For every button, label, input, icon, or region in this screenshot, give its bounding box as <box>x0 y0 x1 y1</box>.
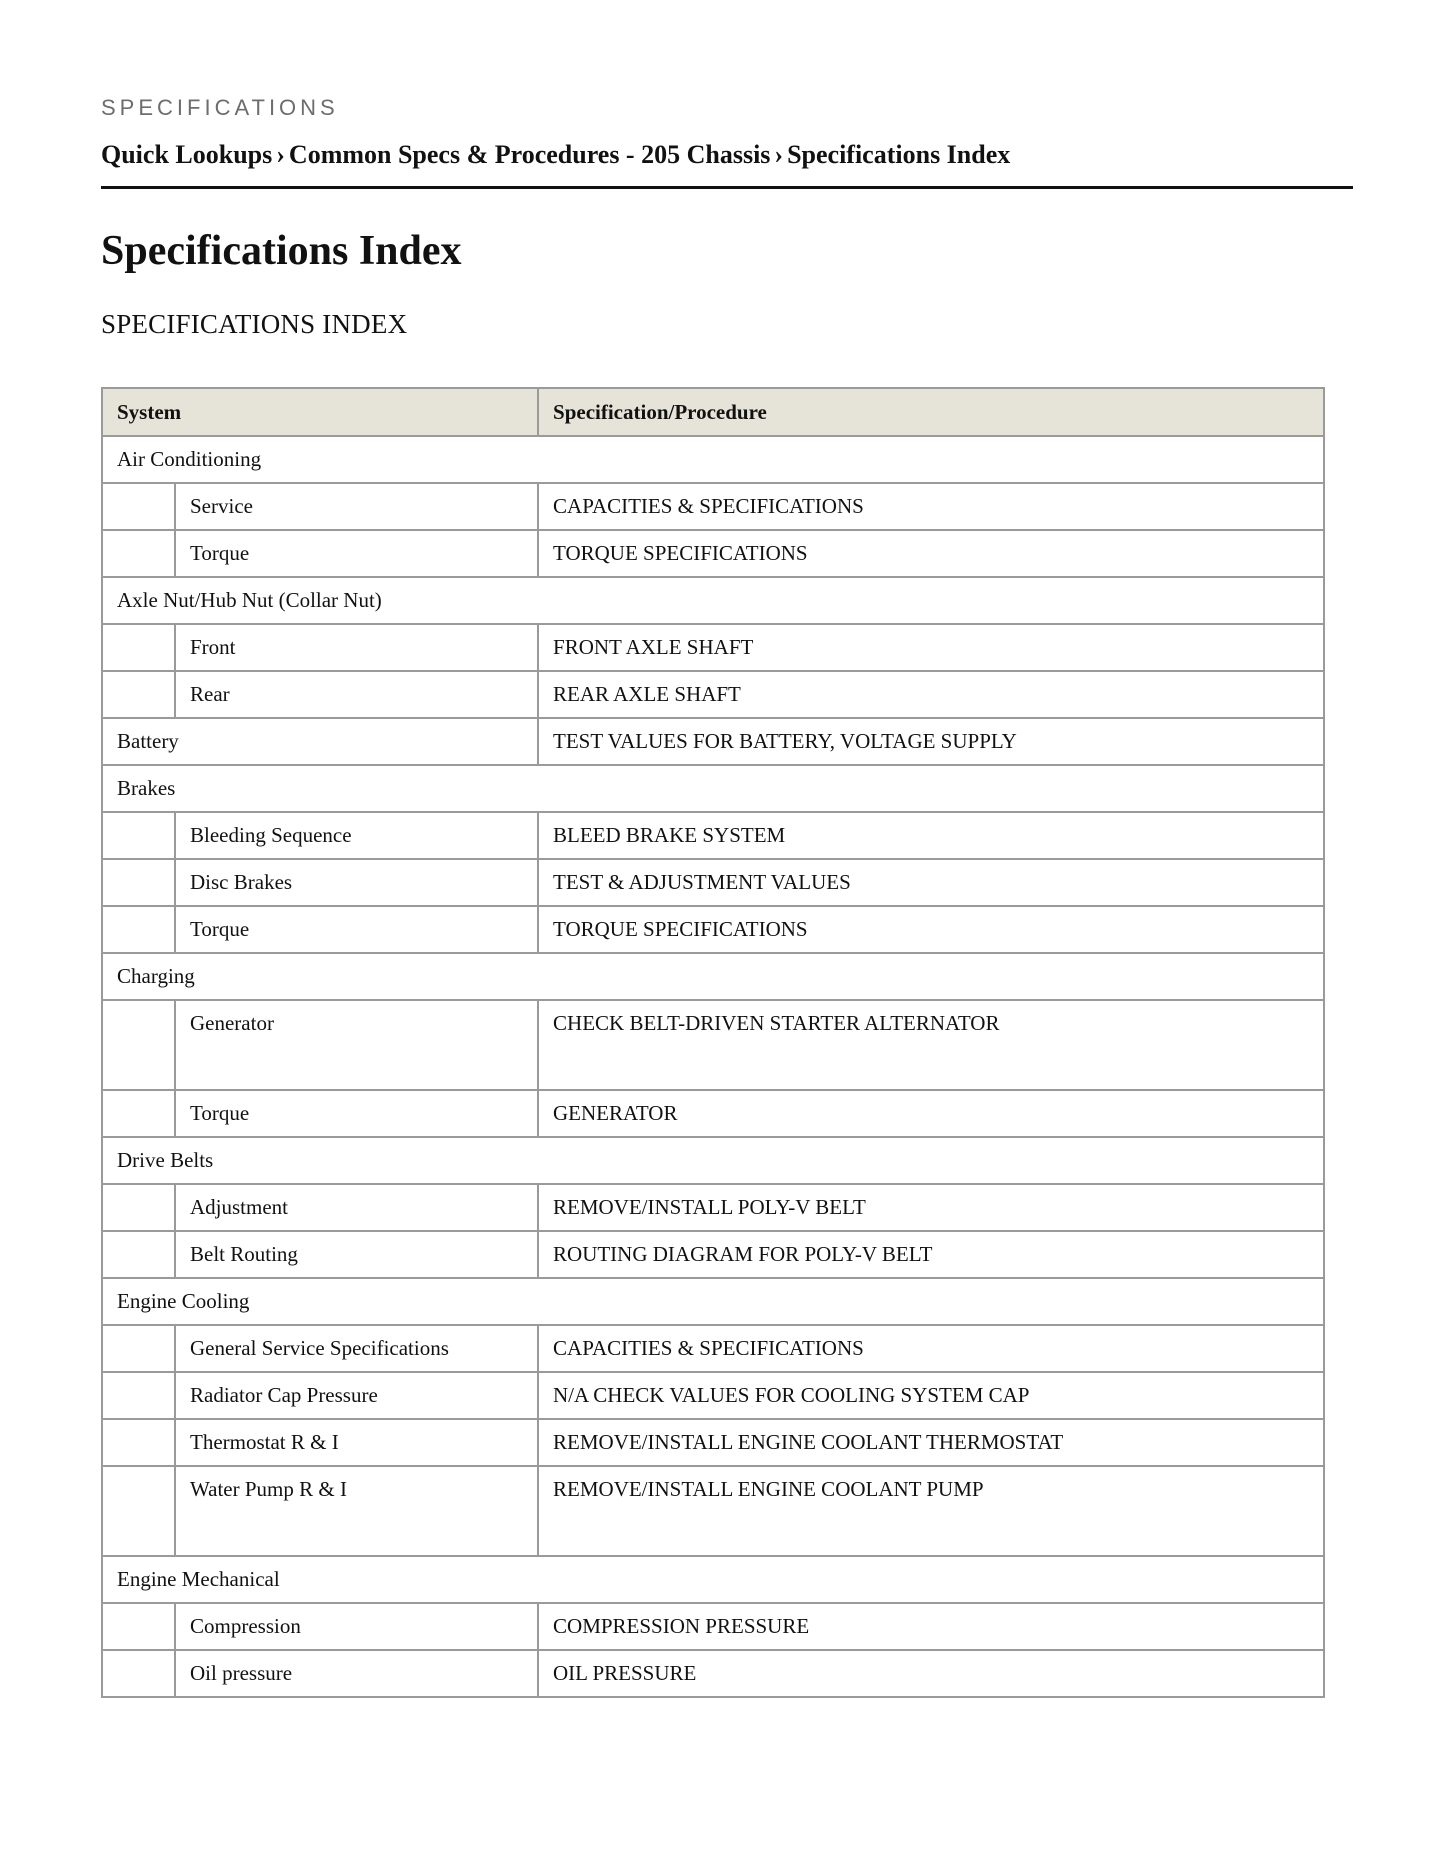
table-row-subitem <box>102 1466 1324 1556</box>
indent-cell <box>102 1419 175 1466</box>
table-row-system <box>102 765 1324 812</box>
subsystem-cell: Belt Routing <box>175 1231 538 1278</box>
indent-cell <box>102 624 175 671</box>
spec-link[interactable]: REMOVE/INSTALL POLY-V BELT <box>538 1184 1324 1231</box>
indent-cell <box>102 1184 175 1231</box>
table-row-subitem <box>102 1372 1324 1419</box>
spec-link[interactable]: REMOVE/INSTALL ENGINE COOLANT THERMOSTAT <box>538 1419 1324 1466</box>
breadcrumb-separator: › <box>774 140 784 169</box>
indent-cell <box>102 483 175 530</box>
indent-cell <box>102 1325 175 1372</box>
table-row-subitem <box>102 859 1324 906</box>
table-row-subitem <box>102 1231 1324 1278</box>
indent-cell <box>102 1231 175 1278</box>
system-cell: Engine Cooling <box>102 1278 1324 1325</box>
table-row-subitem <box>102 1603 1324 1650</box>
subsystem-cell: Torque <box>175 1090 538 1137</box>
subsystem-cell: Front <box>175 624 538 671</box>
indent-cell <box>102 1372 175 1419</box>
spec-link[interactable]: TEST VALUES FOR BATTERY, VOLTAGE SUPPLY <box>538 718 1324 765</box>
system-cell: Charging <box>102 953 1324 1000</box>
spec-link[interactable]: ROUTING DIAGRAM FOR POLY-V BELT <box>538 1231 1324 1278</box>
table-row-subitem <box>102 1650 1324 1697</box>
indent-cell <box>102 1650 175 1697</box>
subsystem-cell: Service <box>175 483 538 530</box>
subsystem-cell: Rear <box>175 671 538 718</box>
indent-cell <box>102 671 175 718</box>
system-cell: Engine Mechanical <box>102 1556 1324 1603</box>
breadcrumb <box>101 138 1353 189</box>
table-row-system <box>102 953 1324 1000</box>
spec-link[interactable]: CAPACITIES & SPECIFICATIONS <box>538 1325 1324 1372</box>
subsystem-cell: Water Pump R & I <box>175 1466 538 1556</box>
subsystem-cell: Bleeding Sequence <box>175 812 538 859</box>
table-row-subitem <box>102 530 1324 577</box>
breadcrumb-separator: › <box>276 140 285 169</box>
spec-link[interactable]: OIL PRESSURE <box>538 1650 1324 1697</box>
subsystem-cell: Torque <box>175 530 538 577</box>
indent-cell <box>102 1603 175 1650</box>
table-row-system <box>102 1556 1324 1603</box>
subsystem-cell: Torque <box>175 906 538 953</box>
spec-link[interactable]: BLEED BRAKE SYSTEM <box>538 812 1324 859</box>
table-row-subitem <box>102 1184 1324 1231</box>
table-header-row <box>102 388 1324 436</box>
indent-cell <box>102 812 175 859</box>
table-row-subitem <box>102 1325 1324 1372</box>
breadcrumb-item-quick-lookups[interactable]: Quick Lookups <box>101 140 273 169</box>
table-row-system <box>102 1137 1324 1184</box>
spec-link[interactable]: CHECK BELT-DRIVEN STARTER ALTERNATOR <box>538 1000 1324 1090</box>
column-header-system: System <box>102 388 538 436</box>
spec-link[interactable]: N/A CHECK VALUES FOR COOLING SYSTEM CAP <box>538 1372 1324 1419</box>
subsystem-cell: Oil pressure <box>175 1650 538 1697</box>
subsystem-cell: Disc Brakes <box>175 859 538 906</box>
system-cell: Brakes <box>102 765 1324 812</box>
indent-cell <box>102 530 175 577</box>
table-row-system <box>102 436 1324 483</box>
spec-link[interactable]: FRONT AXLE SHAFT <box>538 624 1324 671</box>
system-cell: Axle Nut/Hub Nut (Collar Nut) <box>102 577 1324 624</box>
subsystem-cell: Compression <box>175 1603 538 1650</box>
section-eyebrow: SPECIFICATIONS <box>101 95 339 120</box>
table-row-subitem <box>102 1419 1324 1466</box>
subsystem-cell: Adjustment <box>175 1184 538 1231</box>
spec-link[interactable]: TORQUE SPECIFICATIONS <box>538 530 1324 577</box>
table-row-subitem <box>102 671 1324 718</box>
table-row-subitem <box>102 483 1324 530</box>
document-page <box>101 94 1353 1698</box>
table-row-subitem <box>102 1000 1324 1090</box>
table-row-system <box>102 1278 1324 1325</box>
subsystem-cell: Thermostat R & I <box>175 1419 538 1466</box>
table-row-subitem <box>102 624 1324 671</box>
page-title: Specifications Index <box>101 228 462 274</box>
page-subtitle: SPECIFICATIONS INDEX <box>101 309 408 339</box>
indent-cell <box>102 1000 175 1090</box>
table-row-system <box>102 718 1324 765</box>
table-row-subitem <box>102 812 1324 859</box>
system-cell: Battery <box>102 718 538 765</box>
table-row-system <box>102 577 1324 624</box>
spec-link[interactable]: TORQUE SPECIFICATIONS <box>538 906 1324 953</box>
breadcrumb-item-current: Specifications Index <box>787 140 1011 169</box>
spec-link[interactable]: GENERATOR <box>538 1090 1324 1137</box>
indent-cell <box>102 1466 175 1556</box>
spec-link[interactable]: REMOVE/INSTALL ENGINE COOLANT PUMP <box>538 1466 1324 1556</box>
subsystem-cell: Radiator Cap Pressure <box>175 1372 538 1419</box>
table-body <box>102 436 1324 1697</box>
system-cell: Drive Belts <box>102 1137 1324 1184</box>
indent-cell <box>102 859 175 906</box>
table-row-subitem <box>102 906 1324 953</box>
table-row-subitem <box>102 1090 1324 1137</box>
spec-link[interactable]: REAR AXLE SHAFT <box>538 671 1324 718</box>
breadcrumb-item-common-specs[interactable]: Common Specs & Procedures - 205 Chassis <box>288 140 771 169</box>
subsystem-cell: Generator <box>175 1000 538 1090</box>
spec-link[interactable]: TEST & ADJUSTMENT VALUES <box>538 859 1324 906</box>
indent-cell <box>102 906 175 953</box>
system-cell: Air Conditioning <box>102 436 1324 483</box>
specifications-table <box>101 387 1325 1698</box>
spec-link[interactable]: COMPRESSION PRESSURE <box>538 1603 1324 1650</box>
subsystem-cell: General Service Specifications <box>175 1325 538 1372</box>
column-header-spec: Specification/Procedure <box>538 388 1324 436</box>
spec-link[interactable]: CAPACITIES & SPECIFICATIONS <box>538 483 1324 530</box>
indent-cell <box>102 1090 175 1137</box>
